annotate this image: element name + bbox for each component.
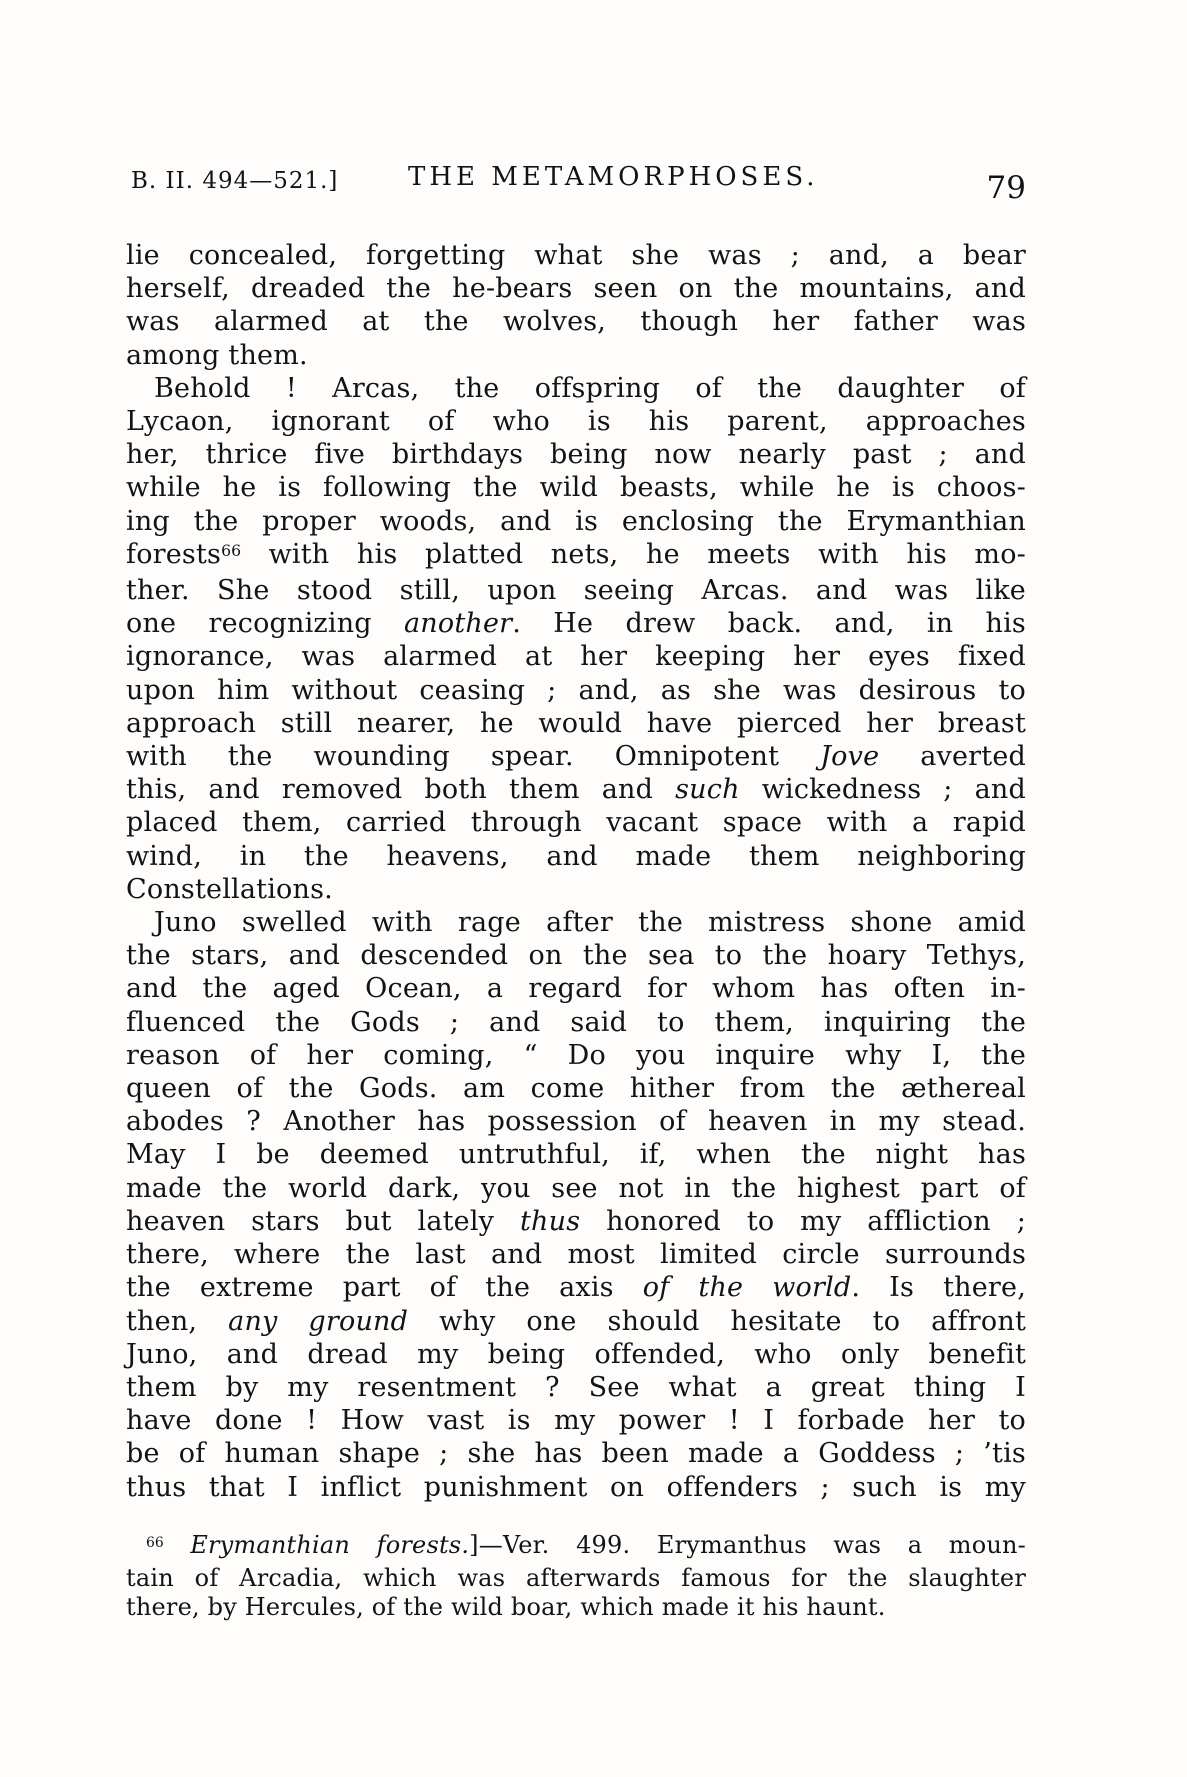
text-segment: ther. She stood still, upon seeing Arcas. and was like bbox=[126, 575, 1026, 607]
text-segment: this, and removed both them and bbox=[126, 774, 676, 806]
text-line bbox=[126, 707, 1026, 740]
text-segment: and the aged Ocean, a regard for whom has often in- bbox=[126, 973, 1026, 1005]
text-segment: tain of Arcadia, which was afterwards famous for the slaughter bbox=[126, 1564, 1026, 1593]
text-line bbox=[126, 806, 1026, 839]
text-line bbox=[126, 505, 1026, 538]
text-line bbox=[126, 471, 1026, 504]
text-line bbox=[126, 272, 1026, 305]
text-segment: her, thrice five birthdays being now nearly past ; and bbox=[126, 439, 1026, 471]
text-line bbox=[126, 740, 1026, 773]
text-segment: Juno, and dread my being offended, who only benefit bbox=[126, 1338, 1026, 1370]
text-line bbox=[126, 1006, 1026, 1039]
text-segment: lie concealed, forgetting what she was ; and, a bear bbox=[126, 240, 1026, 271]
footnote-marker: 66 bbox=[146, 1534, 164, 1551]
text-segment: Behold ! Arcas, the offspring of the daughter of bbox=[154, 372, 1026, 404]
page-number: 79 bbox=[986, 170, 1026, 206]
text-line bbox=[126, 1338, 1026, 1371]
text-segment: wind, in the heavens, and made them neighboring bbox=[126, 840, 1026, 872]
text-segment: Lycaon, ignorant of who is his parent, approaches bbox=[126, 406, 1026, 438]
text-segment: the stars, and descended on the sea to the hoary Tethys, bbox=[126, 940, 1026, 972]
text-segment: wickedness ; and bbox=[739, 774, 1027, 806]
text-line bbox=[126, 1271, 1026, 1304]
text-line bbox=[126, 1072, 1026, 1105]
text-line bbox=[126, 773, 1026, 806]
text-segment: such bbox=[675, 774, 740, 806]
text-segment: of the world bbox=[642, 1272, 852, 1304]
text-segment: ignorance, was alarmed at her keeping her eyes fixed bbox=[126, 641, 1026, 673]
text-line bbox=[126, 674, 1026, 707]
text-segment: forests bbox=[126, 538, 222, 570]
text-line bbox=[126, 972, 1026, 1005]
text-line bbox=[126, 1471, 1026, 1504]
text-segment: placed them, carried through vacant space with a rapid bbox=[126, 807, 1026, 839]
text-segment: heaven stars but lately bbox=[126, 1205, 520, 1237]
text-segment: be of human shape ; she has been made a Goddess ; ’tis bbox=[126, 1438, 1026, 1470]
text-segment: Juno swelled with rage after the mistress shone amid bbox=[154, 907, 1026, 939]
text-segment: why one should hesitate to affront bbox=[408, 1305, 1026, 1337]
text-segment: queen of the Gods. am come hither from the æthereal bbox=[126, 1073, 1026, 1105]
text-segment: have done ! How vast is my power ! I forbade her to bbox=[126, 1405, 1026, 1437]
body-text-block bbox=[126, 239, 1026, 1504]
text-line bbox=[126, 339, 1026, 372]
text-line bbox=[126, 405, 1026, 438]
text-line bbox=[126, 1564, 1026, 1593]
text-segment: averted bbox=[879, 741, 1026, 773]
text-segment: Constellations. bbox=[126, 873, 333, 905]
text-segment bbox=[164, 1531, 191, 1559]
text-segment: abodes ? Another has possession of heaven in my stead. bbox=[126, 1106, 1026, 1138]
text-segment: them by my resentment ? See what a great thing I bbox=[126, 1371, 1026, 1403]
text-segment: fluenced the Gods ; and said to them, inquiring the bbox=[126, 1006, 1026, 1038]
text-line bbox=[126, 1371, 1026, 1404]
text-line bbox=[126, 305, 1026, 338]
text-segment: made the world dark, you see not in the highest part of bbox=[126, 1172, 1026, 1204]
running-title: THE METAMORPHOSES. bbox=[408, 162, 819, 192]
book-line-reference: B. II. 494—521.] bbox=[131, 168, 339, 194]
text-segment: upon him without ceasing ; and, as she was desirous to bbox=[126, 674, 1026, 706]
text-line bbox=[126, 1039, 1026, 1072]
text-segment: another bbox=[404, 608, 513, 640]
text-line bbox=[126, 640, 1026, 673]
text-segment: any ground bbox=[228, 1305, 409, 1337]
text-line bbox=[126, 239, 1026, 272]
text-segment: then, bbox=[126, 1305, 229, 1337]
text-segment: ]—Ver. 499. Erymanthus was a moun- bbox=[469, 1531, 1026, 1559]
text-segment: Erymanthian forests. bbox=[190, 1531, 470, 1559]
text-segment: ing the proper woods, and is enclosing the Erymanthian bbox=[126, 505, 1026, 537]
text-segment: the extreme part of the axis bbox=[126, 1272, 643, 1304]
text-line bbox=[126, 574, 1026, 607]
text-line bbox=[126, 372, 1026, 405]
text-line bbox=[126, 1138, 1026, 1171]
text-segment: thus bbox=[519, 1205, 581, 1237]
text-segment: approach still nearer, he would have pierced her breast bbox=[126, 707, 1026, 739]
text-segment: thus that I inflict punishment on offenders ; such is my bbox=[126, 1471, 1026, 1503]
text-segment: Jove bbox=[820, 741, 880, 773]
text-segment: one recognizing bbox=[126, 608, 404, 640]
text-line bbox=[126, 1172, 1026, 1205]
text-segment: honored to my affliction ; bbox=[580, 1205, 1026, 1237]
text-segment: among them. bbox=[126, 339, 308, 371]
text-line bbox=[126, 1437, 1026, 1470]
footnote-block bbox=[126, 1531, 1026, 1623]
text-segment: herself, dreaded the he-bears seen on the mountains, and bbox=[126, 273, 1026, 305]
text-segment: was alarmed at the wolves, though her father was bbox=[126, 306, 1026, 338]
text-line bbox=[126, 538, 1026, 574]
text-segment: May I be deemed untruthful, if, when the night has bbox=[126, 1139, 1026, 1171]
text-line bbox=[126, 873, 1026, 906]
text-line bbox=[126, 1205, 1026, 1238]
text-segment: . He drew back. and, in his bbox=[512, 608, 1026, 640]
footnote-marker: 66 bbox=[221, 540, 242, 560]
text-segment: while he is following the wild beasts, while he is choos- bbox=[126, 472, 1026, 504]
text-line bbox=[126, 906, 1026, 939]
page-header bbox=[126, 160, 1026, 210]
text-line bbox=[126, 939, 1026, 972]
text-line bbox=[126, 1531, 1026, 1564]
text-segment: there, by Hercules, of the wild boar, which made it his haunt. bbox=[126, 1593, 886, 1622]
text-line bbox=[126, 1404, 1026, 1437]
text-segment: there, where the last and most limited circle surrounds bbox=[126, 1239, 1026, 1271]
text-line bbox=[126, 840, 1026, 873]
text-segment: reason of her coming, “ Do you inquire why I, the bbox=[126, 1039, 1026, 1071]
text-line bbox=[126, 607, 1026, 640]
text-segment: with the wounding spear. Omnipotent bbox=[126, 741, 821, 773]
text-line bbox=[126, 1105, 1026, 1138]
text-line bbox=[126, 1238, 1026, 1271]
text-line bbox=[126, 1305, 1026, 1338]
text-line bbox=[126, 438, 1026, 471]
text-segment: with his platted nets, he meets with his mo- bbox=[241, 538, 1026, 570]
text-line bbox=[126, 1593, 1026, 1622]
text-segment: . Is there, bbox=[851, 1272, 1026, 1304]
